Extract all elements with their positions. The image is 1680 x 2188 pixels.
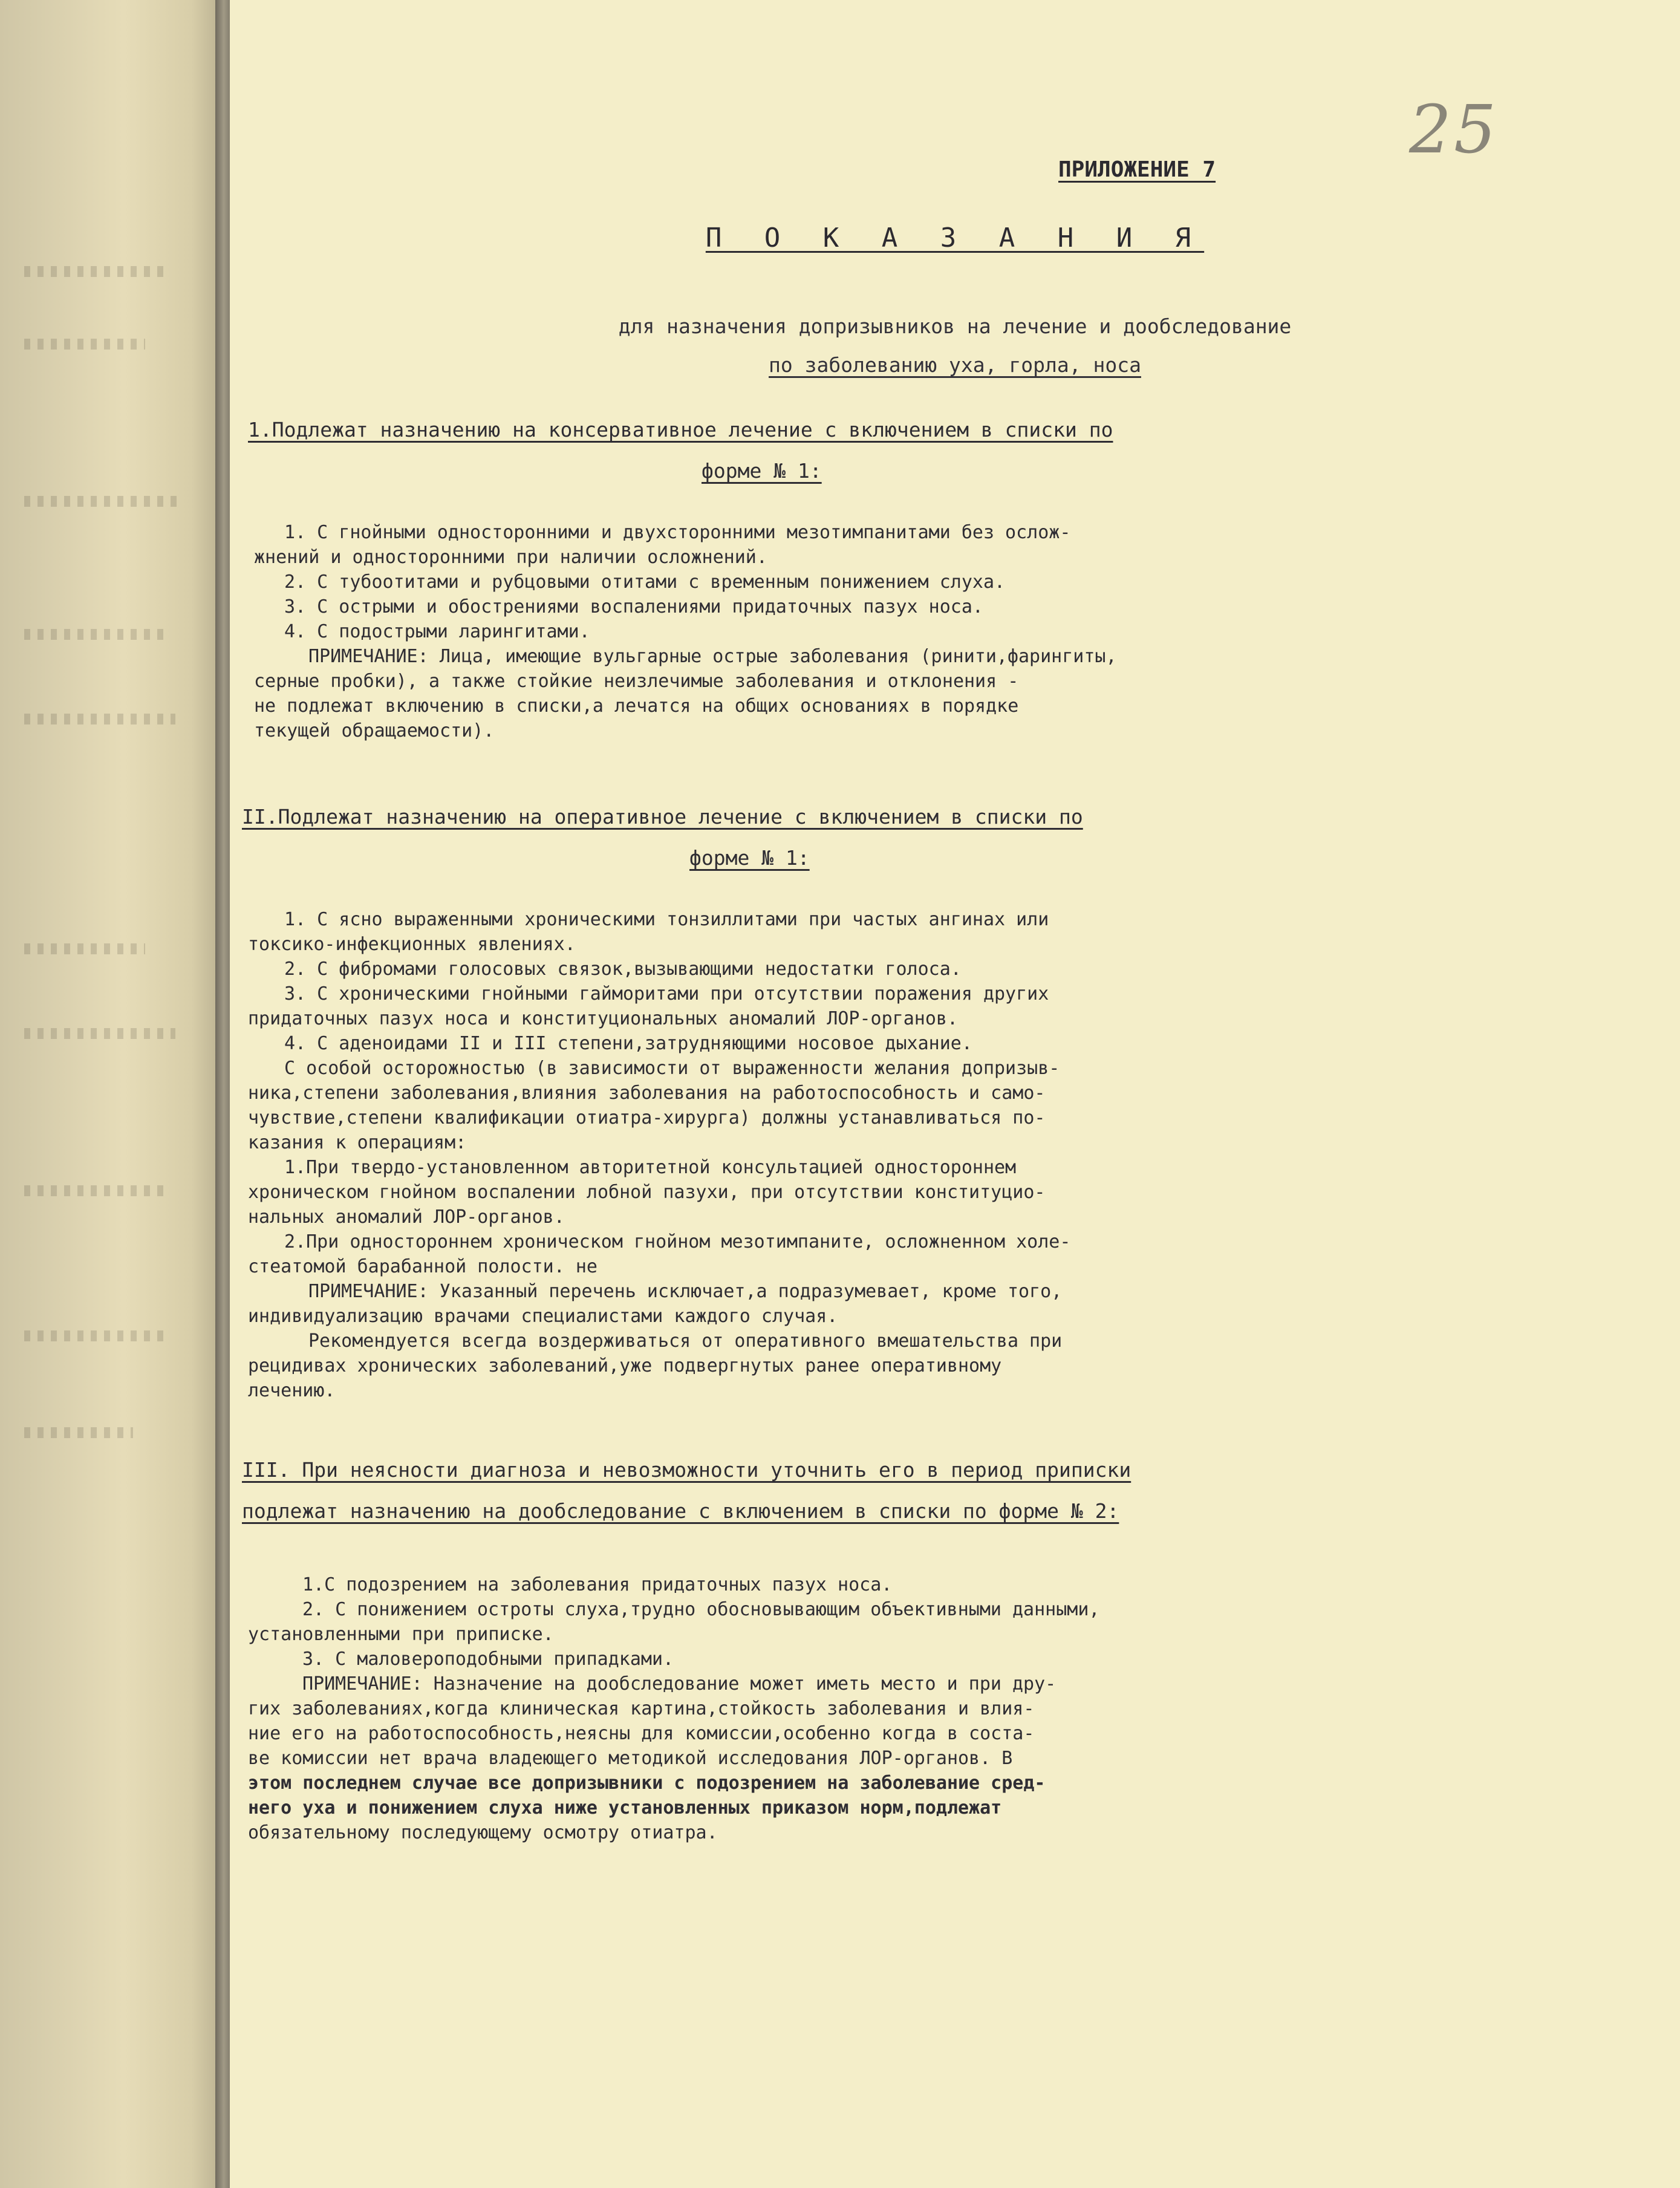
- section-3-line: 3. С маловероподобными припадками.: [302, 1649, 674, 1670]
- ink-bleed: [24, 496, 181, 507]
- document-page: [230, 0, 1680, 2188]
- subtitle-line-2: по заболеванию уха, горла, носа: [769, 353, 1141, 377]
- document-title: П О К А З А Н И Я: [705, 223, 1205, 253]
- section-2-caution: чувствие,степени квалификации отиатра-хирурга) должны устанавливаться по-: [248, 1107, 1046, 1128]
- section-2-line: нальных аномалий ЛОР-органов.: [248, 1206, 565, 1228]
- section-2-note: рецидивах хронических заболеваний,уже подвергнутых ранее оперативному: [248, 1355, 1002, 1376]
- section-2-line: стеатомой барабанной полости. не: [248, 1256, 597, 1277]
- section-2-note: лечению.: [248, 1380, 336, 1401]
- section-2-line: 1. С ясно выраженными хроническими тонзиллитами при частых ангинах или: [284, 909, 1049, 930]
- section-1-note: текущей обращаемости).: [254, 720, 495, 741]
- section-2-caution: казания к операциям:: [248, 1132, 467, 1153]
- appendix-label: ПРИЛОЖЕНИЕ 7: [1058, 157, 1216, 182]
- ink-bleed: [24, 1185, 163, 1196]
- section-3-line: установленными при приписке.: [248, 1624, 554, 1645]
- section-3-note: гих заболеваниях,когда клиническая картина,стойкость заболевания и влия-: [248, 1698, 1035, 1719]
- section-2-line: 2.При одностороннем хроническом гнойном мезотимпаните, осложненном холе-: [284, 1231, 1071, 1252]
- section-3-note: него уха и понижением слуха ниже установленных приказом норм,подлежат: [248, 1797, 1002, 1818]
- section-2-line: 4. С аденоидами II и III степени,затрудняющими носовое дыхание.: [284, 1033, 972, 1054]
- section-1-line: 2. С тубоотитами и рубцовыми отитами с временным понижением слуха.: [284, 571, 1006, 593]
- ink-bleed: [24, 1330, 169, 1341]
- section-3-note: обязательному последующему осмотру отиатра.: [248, 1822, 718, 1843]
- ink-bleed: [24, 629, 163, 640]
- section-2-line: хроническом гнойном воспалении лобной пазухи, при отсутствии конституцио-: [248, 1182, 1046, 1203]
- section-1-note: серные пробки), а также стойкие неизлечимые заболевания и отклонения -: [254, 671, 1019, 692]
- section-2-line: токсико-инфекционных явлениях.: [248, 934, 576, 955]
- section-2-note: Рекомендуется всегда воздерживаться от оперативного вмешательства при: [308, 1330, 1063, 1352]
- ink-bleed: [24, 714, 175, 724]
- section-2-line: придаточных пазух носа и конституциональных аномалий ЛОР-органов.: [248, 1008, 958, 1029]
- section-1-line: 1. С гнойными односторонними и двухсторонними мезотимпанитами без ослож-: [284, 522, 1071, 543]
- section-2-note: индивидуализацию врачами специалистами каждого случая.: [248, 1306, 838, 1327]
- section-3-note: ние его на работоспособность,неясны для комиссии,особенно когда в соста-: [248, 1723, 1035, 1744]
- left-facing-page: [0, 0, 225, 2188]
- ink-bleed: [24, 266, 169, 277]
- section-1-heading: 1.Подлежат назначению на консервативное лечение с включением в списки по: [248, 418, 1113, 441]
- ink-bleed: [24, 1427, 133, 1438]
- section-3-note: ве комиссии нет врача владеющего методикой исследования ЛОР-органов. В: [248, 1748, 1013, 1769]
- section-2-heading-form: форме № 1:: [689, 846, 810, 870]
- page-number: 25: [1409, 91, 1499, 168]
- section-1-line: 3. С острыми и обострениями воспалениями придаточных пазух носа.: [284, 596, 983, 617]
- section-3-line: 1.С подозрением на заболевания придаточных пазух носа.: [302, 1574, 893, 1595]
- section-2-line: 2. С фибромами голосовых связок,вызывающими недостатки голоса.: [284, 959, 962, 980]
- section-3-line: 2. С понижением остроты слуха,трудно обосновывающим объективными данными,: [302, 1599, 1100, 1620]
- section-1-line: жнений и односторонними при наличии осложнений.: [254, 547, 767, 568]
- subtitle-line-1: для назначения допризывников на лечение и дообследование: [618, 314, 1292, 338]
- section-2-caution: С особой осторожностью (в зависимости от выраженности желания допризыв-: [284, 1058, 1060, 1079]
- section-3-heading-form: подлежат назначению на дообследование с включением в списки по форме № 2:: [242, 1499, 1119, 1523]
- section-2-heading: II.Подлежат назначению на оперативное лечение с включением в списки по: [242, 805, 1083, 829]
- section-1-note: не подлежат включению в списки,а лечатся на общих основаниях в порядке: [254, 695, 1019, 717]
- ink-bleed: [24, 1028, 175, 1039]
- section-2-note: ПРИМЕЧАНИЕ: Указанный перечень исключает,а подразумевает, кроме того,: [308, 1281, 1063, 1302]
- section-3-note: ПРИМЕЧАНИЕ: Назначение на дообследование может иметь место и при дру-: [302, 1673, 1057, 1695]
- section-1-note: ПРИМЕЧАНИЕ: Лица, имеющие вульгарные острые заболевания (ринити,фарингиты,: [308, 646, 1117, 667]
- section-3-heading: III. При неясности диагноза и невозможности уточнить его в период приписки: [242, 1458, 1131, 1482]
- section-2-caution: ника,степени заболевания,влияния заболевания на работоспособность и само-: [248, 1083, 1046, 1104]
- ink-bleed: [24, 943, 145, 954]
- section-2-line: 1.При твердо-установленном авторитетной консультацией одностороннем: [284, 1157, 1017, 1178]
- section-3-note: этом последнем случае все допризывники с подозрением на заболевание сред-: [248, 1773, 1046, 1794]
- section-1-line: 4. С подострыми ларингитами.: [284, 621, 590, 642]
- section-2-line: 3. С хроническими гнойными гайморитами при отсутствии поражения других: [284, 983, 1049, 1004]
- ink-bleed: [24, 339, 145, 350]
- section-1-heading-form: форме № 1:: [702, 459, 822, 483]
